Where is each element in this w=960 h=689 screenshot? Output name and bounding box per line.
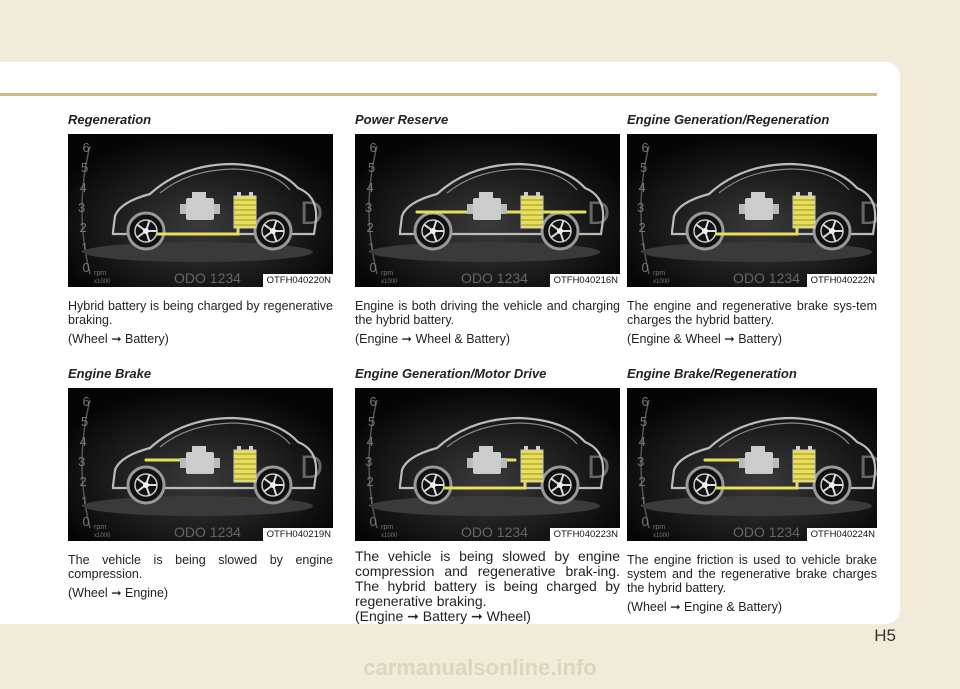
gauge-number: 6 bbox=[641, 394, 649, 409]
gauge-number: 4 bbox=[366, 180, 374, 195]
battery-icon bbox=[234, 450, 256, 482]
mode-flow: (Wheel ➞ Engine) bbox=[68, 586, 169, 600]
mode-heading: Engine Generation/Motor Drive bbox=[355, 366, 547, 381]
gauge-number: 4 bbox=[366, 434, 374, 449]
odo-readout: ODO 1234 bbox=[733, 270, 800, 286]
engine-icon bbox=[473, 452, 501, 474]
gauge-number: 0 bbox=[641, 260, 649, 275]
gear-indicator: D bbox=[300, 195, 324, 231]
mode-description: Hybrid battery is being charged by regenerative braking. bbox=[68, 299, 333, 327]
car-energy-flow-illustration bbox=[68, 134, 333, 287]
gauge-number: 3 bbox=[637, 200, 645, 215]
rpm-label: rpm bbox=[653, 524, 666, 531]
mode-heading: Engine Generation/Regeneration bbox=[627, 112, 830, 127]
mode-block-power-reserve bbox=[355, 112, 620, 346]
battery-icon bbox=[793, 196, 815, 228]
car-energy-flow-illustration bbox=[627, 388, 883, 541]
mode-figure bbox=[68, 388, 333, 541]
figure-code: OTFH040220N bbox=[263, 274, 333, 287]
mode-figure bbox=[355, 134, 620, 287]
gauge-number: 6 bbox=[641, 140, 649, 155]
rpm-scale: x1000 bbox=[381, 279, 398, 285]
rpm-label: rpm bbox=[653, 270, 666, 277]
car-energy-flow-illustration bbox=[627, 134, 883, 287]
engine-icon bbox=[186, 452, 214, 474]
mode-flow: (Engine & Wheel ➞ Battery) bbox=[627, 332, 782, 346]
engine-icon bbox=[745, 452, 773, 474]
figure-code: OTFH040222N bbox=[807, 274, 877, 287]
mode-block-engine-generation-regeneration bbox=[627, 112, 883, 346]
rpm-scale: x1000 bbox=[94, 533, 111, 539]
rpm-scale: x1000 bbox=[94, 279, 111, 285]
gauge-number: 5 bbox=[81, 414, 89, 429]
mode-figure bbox=[355, 388, 620, 541]
figure-code: OTFH040216N bbox=[550, 274, 620, 287]
gear-indicator: D bbox=[300, 449, 324, 485]
watermark: carmanualsonline.info bbox=[363, 655, 597, 680]
engine-icon bbox=[186, 198, 214, 220]
mode-description: Engine is both driving the vehicle and charging the hybrid battery. bbox=[355, 299, 620, 327]
battery-icon bbox=[234, 196, 256, 228]
gauge-number: 6 bbox=[369, 140, 377, 155]
gear-indicator: D bbox=[587, 449, 611, 485]
mode-figure bbox=[68, 134, 333, 287]
mode-heading: Engine Brake bbox=[68, 366, 152, 381]
gauge-number: 1 bbox=[81, 240, 89, 255]
odo-readout: ODO 1234 bbox=[461, 270, 528, 286]
rpm-scale: x1000 bbox=[653, 279, 670, 285]
gauge-number: 2 bbox=[79, 474, 87, 489]
mode-figure bbox=[627, 388, 883, 541]
car-energy-flow-illustration bbox=[68, 388, 333, 541]
gauge-number: 4 bbox=[79, 180, 87, 195]
odo-readout: ODO 1234 bbox=[174, 524, 241, 540]
gauge-number: 3 bbox=[637, 454, 645, 469]
gauge-number: 5 bbox=[640, 414, 648, 429]
mode-block-regeneration bbox=[68, 112, 333, 346]
gauge-number: 5 bbox=[368, 414, 376, 429]
header-rule bbox=[0, 93, 877, 96]
mode-description: The vehicle is being slowed by engine compression. bbox=[68, 553, 333, 581]
engine-icon bbox=[473, 198, 501, 220]
gauge-number: 0 bbox=[82, 514, 90, 529]
gauge-number: 3 bbox=[78, 200, 86, 215]
rpm-label: rpm bbox=[94, 270, 107, 277]
gauge-number: 6 bbox=[82, 394, 90, 409]
mode-flow: (Engine ➞ Battery ➞ Wheel) bbox=[355, 608, 531, 624]
mode-heading: Power Reserve bbox=[355, 112, 449, 127]
rpm-label: rpm bbox=[381, 524, 394, 531]
gauge-number: 0 bbox=[369, 514, 377, 529]
rpm-scale: x1000 bbox=[381, 533, 398, 539]
rpm-label: rpm bbox=[381, 270, 394, 277]
odo-readout: ODO 1234 bbox=[461, 524, 528, 540]
mode-figure bbox=[627, 134, 883, 287]
mode-flow: (Engine ➞ Wheel & Battery) bbox=[355, 332, 510, 346]
gauge-number: 2 bbox=[366, 474, 374, 489]
gauge-number: 3 bbox=[78, 454, 86, 469]
figure-code: OTFH040223N bbox=[550, 528, 620, 541]
gauge-number: 6 bbox=[369, 394, 377, 409]
gauge-number: 5 bbox=[81, 160, 89, 175]
odo-readout: ODO 1234 bbox=[733, 524, 800, 540]
figure-code: OTFH040224N bbox=[807, 528, 877, 541]
gauge-number: 5 bbox=[640, 160, 648, 175]
mode-description: The vehicle is being slowed by engine compression and regenerative brak-ing. The hybrid battery is being charged by regenerative braking. bbox=[355, 548, 620, 609]
rpm-scale: x1000 bbox=[653, 533, 670, 539]
rpm-label: rpm bbox=[94, 524, 107, 531]
mode-heading: Engine Brake/Regeneration bbox=[627, 366, 797, 381]
car-energy-flow-illustration bbox=[355, 134, 620, 287]
gauge-number: 1 bbox=[81, 494, 89, 509]
battery-icon bbox=[793, 450, 815, 482]
figure-code: OTFH040219N bbox=[263, 528, 333, 541]
gauge-number: 6 bbox=[82, 140, 90, 155]
mode-description: The engine and regenerative brake sys-tem charges the hybrid battery. bbox=[627, 299, 877, 327]
odo-readout: ODO 1234 bbox=[174, 270, 241, 286]
gauge-number: 5 bbox=[368, 160, 376, 175]
gauge-number: 2 bbox=[638, 474, 646, 489]
gauge-number: 3 bbox=[365, 200, 373, 215]
page-number: H5 bbox=[874, 626, 896, 645]
gauge-number: 0 bbox=[82, 260, 90, 275]
gauge-number: 1 bbox=[640, 494, 648, 509]
gauge-number: 4 bbox=[79, 434, 87, 449]
gear-indicator: D bbox=[859, 195, 883, 231]
gear-indicator: D bbox=[587, 195, 611, 231]
gauge-number: 2 bbox=[366, 220, 374, 235]
gauge-number: 2 bbox=[79, 220, 87, 235]
gauge-number: 4 bbox=[638, 434, 646, 449]
battery-icon bbox=[521, 196, 543, 228]
gauge-number: 1 bbox=[640, 240, 648, 255]
gauge-number: 0 bbox=[641, 514, 649, 529]
gauge-number: 0 bbox=[369, 260, 377, 275]
engine-icon bbox=[745, 198, 773, 220]
mode-block-engine-brake bbox=[68, 366, 333, 600]
gear-indicator: D bbox=[859, 449, 883, 485]
gauge-number: 1 bbox=[368, 494, 376, 509]
gauge-number: 2 bbox=[638, 220, 646, 235]
mode-block-engine-brake-regeneration bbox=[627, 366, 883, 614]
gauge-number: 1 bbox=[368, 240, 376, 255]
battery-icon bbox=[521, 450, 543, 482]
mode-description: The engine friction is used to vehicle brake system and the regenerative brake charges the hybrid battery. bbox=[627, 553, 877, 595]
gauge-number: 4 bbox=[638, 180, 646, 195]
gauge-number: 3 bbox=[365, 454, 373, 469]
mode-flow: (Wheel ➞ Engine & Battery) bbox=[627, 600, 782, 614]
mode-heading: Regeneration bbox=[68, 112, 152, 127]
mode-flow: (Wheel ➞ Battery) bbox=[68, 332, 169, 346]
mode-block-engine-generation-motor-drive bbox=[355, 366, 620, 624]
car-energy-flow-illustration bbox=[355, 388, 620, 541]
